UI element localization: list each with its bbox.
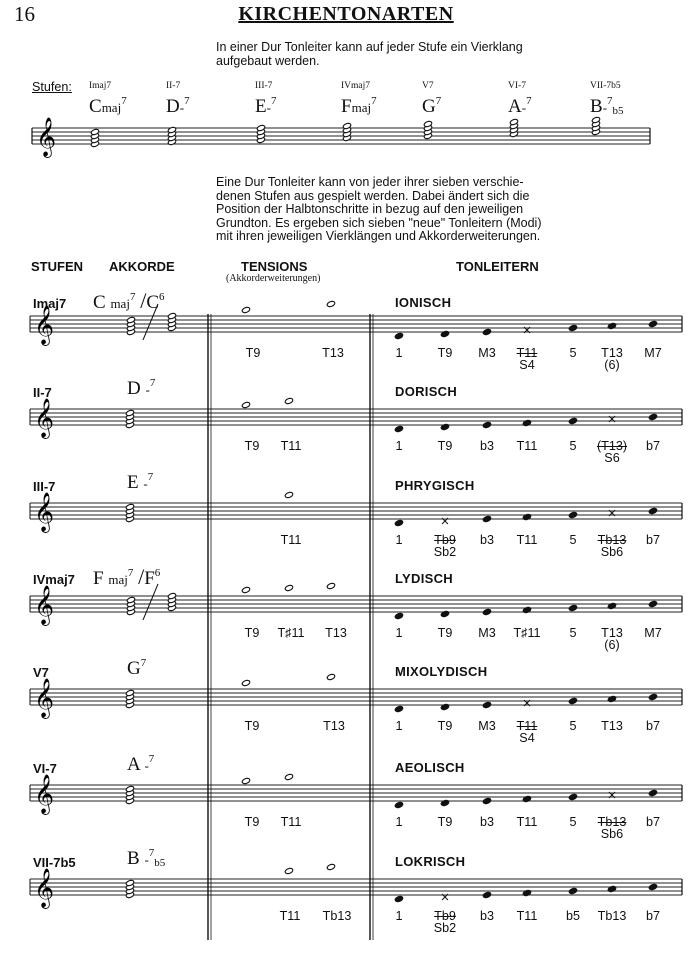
chord-quality: - xyxy=(266,100,271,115)
scale-note xyxy=(568,417,577,424)
interval-label: Tb13 xyxy=(597,909,627,923)
mode-name: MIXOLYDISCH xyxy=(395,664,488,679)
interval-sublabel: Sb2 xyxy=(433,921,457,935)
explanation-line: Eine Dur Tonleiter kann von jeder ihrer sieben verschie- xyxy=(216,175,524,189)
interval-label: M7 xyxy=(644,346,662,360)
interval-label: Tb13 xyxy=(597,815,627,829)
interval-label: b5 xyxy=(565,909,580,923)
interval-label: T11 xyxy=(516,439,538,453)
chord-extension: 7 xyxy=(140,657,147,669)
chord-root: G xyxy=(127,658,141,679)
scale-note xyxy=(394,801,403,808)
explanation-line: Position der Halbtonschritte in bezug auf den jeweiligen xyxy=(216,202,524,216)
chord-root: B xyxy=(590,96,603,117)
chord-root: B xyxy=(127,848,140,869)
interval-sublabel: (6) xyxy=(604,638,620,652)
interval-label: 1 xyxy=(395,439,403,453)
row-chord-symbol: C maj$^7$ $/C^6$ xyxy=(93,288,165,313)
interval-label: b7 xyxy=(645,533,660,547)
row-degree: III-7 xyxy=(33,479,56,494)
tension-note xyxy=(241,777,250,784)
tension-label: T13 xyxy=(325,626,347,640)
interval-label: 5 xyxy=(569,626,577,640)
row-degree: II-7 xyxy=(33,385,52,400)
interval-label: 1 xyxy=(395,626,403,640)
slash-line xyxy=(143,584,158,620)
chord-extension: 7 xyxy=(184,95,190,107)
interval-label: 5 xyxy=(569,346,577,360)
scale-note xyxy=(482,421,491,428)
tension-note xyxy=(284,397,293,404)
tension-note xyxy=(241,679,250,686)
interval-label: 1 xyxy=(395,533,403,547)
slash-line xyxy=(143,304,158,340)
scale-note xyxy=(440,703,449,710)
tension-note xyxy=(284,584,293,591)
chord-root: A xyxy=(508,96,522,117)
interval-label: Tb9 xyxy=(434,909,456,923)
top-degree-label: VI-7 xyxy=(508,81,526,91)
chord-extension: 7 xyxy=(607,95,613,107)
scale-note xyxy=(607,695,616,702)
chord-extension: 7 xyxy=(371,95,377,107)
scale-note xyxy=(394,332,403,339)
interval-label: 1 xyxy=(395,815,403,829)
interval-label: M7 xyxy=(644,626,662,640)
tension-note xyxy=(284,773,293,780)
scale-note xyxy=(648,507,657,514)
interval-sublabel: S4 xyxy=(519,358,535,372)
chord-quality: - xyxy=(143,476,148,491)
interval-label: b3 xyxy=(479,815,494,829)
chord-alt-root: C xyxy=(146,292,159,313)
interval-label: T13 xyxy=(601,346,623,360)
interval-label: b7 xyxy=(645,815,660,829)
chord-alt-extension: 6 xyxy=(159,291,165,303)
tension-label: T9 xyxy=(244,815,260,829)
interval-label: T13 xyxy=(601,626,623,640)
interval-label: b7 xyxy=(645,719,660,733)
scale-note xyxy=(607,885,616,892)
interval-sublabel: Sb6 xyxy=(600,545,624,559)
row-degree: V7 xyxy=(33,665,49,680)
top-degree-label: VII-7b5 xyxy=(590,81,621,91)
interval-label: T11 xyxy=(516,909,538,923)
chord-root: A xyxy=(127,754,140,775)
scale-note xyxy=(648,320,657,327)
tension-label: T11 xyxy=(280,815,302,829)
interval-label: 5 xyxy=(569,815,577,829)
scale-note xyxy=(568,324,577,331)
scale-note xyxy=(394,705,403,712)
tension-label: T11 xyxy=(280,533,302,547)
header-akkorde: AKKORDE xyxy=(109,259,175,274)
scale-note xyxy=(440,330,449,337)
intro-line: In einer Dur Tonleiter kann auf jeder Stufe ein Vierklang xyxy=(216,40,523,54)
treble-clef-icon: 𝄞 xyxy=(34,492,55,532)
interval-sublabel: (6) xyxy=(604,358,620,372)
chord-alt-extension: 6 xyxy=(154,567,161,579)
scale-note xyxy=(482,891,491,898)
chord-extension: 7 xyxy=(148,753,155,765)
interval-label: T9 xyxy=(437,815,453,829)
interval-label: b7 xyxy=(645,909,660,923)
scale-note xyxy=(522,606,531,613)
chord-quality: - xyxy=(144,852,149,867)
chord-quality: - xyxy=(521,100,527,115)
scale-note xyxy=(394,895,403,902)
scale-note xyxy=(568,604,577,611)
header-stufen: STUFEN xyxy=(31,259,83,274)
interval-label: T13 xyxy=(601,719,623,733)
interval-label: 5 xyxy=(569,719,577,733)
chord-root: C xyxy=(89,96,102,117)
interval-sublabel: S4 xyxy=(519,731,535,745)
scale-note xyxy=(648,600,657,607)
treble-clef-icon: 𝄞 xyxy=(34,305,55,345)
tension-label: T9 xyxy=(244,439,260,453)
chord-quality: - xyxy=(179,100,185,115)
top-degree-label: II-7 xyxy=(166,81,181,91)
scale-note xyxy=(482,701,491,708)
mode-name: PHRYGISCH xyxy=(395,478,475,493)
scale-note xyxy=(607,602,616,609)
treble-clef-icon: 𝄞 xyxy=(34,398,55,438)
interval-label: M3 xyxy=(478,346,496,360)
scale-note xyxy=(607,322,616,329)
mode-name: IONISCH xyxy=(395,295,452,310)
row-degree: VII-7b5 xyxy=(33,855,76,870)
explanation-line: mit ihren jeweiligen Vierklängen und Akkorderweiterungen. xyxy=(216,229,541,243)
treble-clef-icon: 𝄞 xyxy=(34,774,55,814)
chord-quality: maj xyxy=(108,572,128,587)
mode-name: LYDISCH xyxy=(395,571,453,586)
tension-label: T9 xyxy=(245,346,261,360)
chord-alt-root: F xyxy=(144,568,155,589)
stufen-label: Stufen: xyxy=(32,80,72,94)
scale-note xyxy=(482,797,491,804)
interval-label: 1 xyxy=(395,346,403,360)
chord-root: E xyxy=(255,96,267,117)
interval-label: 1 xyxy=(395,719,403,733)
page-number: 16 xyxy=(14,2,35,26)
interval-label: 5 xyxy=(569,439,577,453)
explanation-line: denen Stufen aus gespielt werden. Dabei ändert sich die xyxy=(216,188,530,203)
interval-label: 1 xyxy=(395,909,403,923)
interval-label: M3 xyxy=(478,719,496,733)
tension-note xyxy=(241,306,250,313)
treble-clef-icon: 𝄞 xyxy=(34,678,55,718)
mode-name: DORISCH xyxy=(395,384,458,399)
interval-label: b3 xyxy=(479,533,494,547)
scale-note xyxy=(482,328,491,335)
scale-note xyxy=(648,413,657,420)
interval-label: (T13) xyxy=(596,439,628,453)
chord-root: D xyxy=(127,378,141,399)
scale-note xyxy=(440,423,449,430)
chord-quality: - xyxy=(602,100,608,115)
row-degree: Imaj7 xyxy=(33,296,67,311)
interval-label: M3 xyxy=(478,626,496,640)
interval-label: T♯11 xyxy=(513,626,541,640)
tension-note xyxy=(284,867,293,874)
treble-clef-icon: 𝄞 xyxy=(34,868,55,908)
scale-note xyxy=(482,515,491,522)
scale-note xyxy=(394,519,403,526)
interval-label: T11 xyxy=(516,533,538,547)
interval-label: b3 xyxy=(479,909,494,923)
scale-note xyxy=(522,419,531,426)
scale-note xyxy=(482,608,491,615)
interval-sublabel: Sb6 xyxy=(600,827,624,841)
chord-alteration: b5 xyxy=(154,857,166,869)
chord-quality: - xyxy=(144,758,149,773)
chord-extension: 7 xyxy=(147,471,154,483)
scale-note xyxy=(440,799,449,806)
scale-note xyxy=(568,511,577,518)
tension-note xyxy=(326,863,335,870)
explanation-line: Grundton. Es ergeben sich sieben "neue" Tonleitern (Modi) xyxy=(216,215,542,230)
chord-quality: - xyxy=(145,382,150,397)
header-tensions: TENSIONS xyxy=(241,259,308,274)
chord-root: G xyxy=(422,96,436,117)
tension-note xyxy=(326,300,335,307)
tension-label: T9 xyxy=(244,719,260,733)
interval-label: T11 xyxy=(516,815,538,829)
header-tensions-subtitle: (Akkorderweiterungen) xyxy=(226,273,321,284)
chord-root: E xyxy=(127,472,139,493)
interval-label: Tb9 xyxy=(434,533,456,547)
top-degree-label: V7 xyxy=(422,81,434,91)
tension-label: T9 xyxy=(244,626,260,640)
chord-root: C xyxy=(93,292,106,313)
scale-note xyxy=(648,883,657,890)
tension-label: T13 xyxy=(323,719,345,733)
interval-label: 5 xyxy=(569,533,577,547)
treble-clef-icon: 𝄞 xyxy=(36,117,57,157)
chord-quality: maj xyxy=(101,100,122,115)
mode-name: AEOLISCH xyxy=(395,760,465,775)
scale-note xyxy=(522,889,531,896)
row-degree: VI-7 xyxy=(33,761,57,776)
chord-extension: 7 xyxy=(121,95,127,107)
intro-line: aufgebaut werden. xyxy=(216,53,320,68)
chord-extension: 7 xyxy=(270,95,277,107)
top-degree-label: Imaj7 xyxy=(89,81,112,91)
interval-label: T9 xyxy=(437,346,453,360)
tension-note xyxy=(284,491,293,498)
tension-note xyxy=(241,586,250,593)
interval-label: b3 xyxy=(479,439,494,453)
tension-label: T11 xyxy=(280,439,302,453)
interval-sublabel: Sb2 xyxy=(433,545,457,559)
scale-note xyxy=(648,693,657,700)
scale-note xyxy=(568,697,577,704)
scale-note xyxy=(394,425,403,432)
scale-note xyxy=(394,612,403,619)
chord-root: D xyxy=(166,96,180,117)
chord-quality: maj xyxy=(351,100,372,115)
chord-extension: 7 xyxy=(127,567,134,579)
interval-label: T9 xyxy=(437,439,453,453)
chord-quality: maj xyxy=(110,296,130,311)
interval-label: b7 xyxy=(645,439,660,453)
scale-note xyxy=(568,793,577,800)
interval-label: Tb13 xyxy=(597,533,627,547)
header-tonleitern: TONLEITERN xyxy=(456,259,539,274)
tension-label: Tb13 xyxy=(322,909,352,923)
tension-note xyxy=(241,401,250,408)
interval-label: T11 xyxy=(516,719,538,733)
tension-label: T13 xyxy=(322,346,344,360)
chord-extension: 7 xyxy=(526,95,532,107)
scale-note xyxy=(648,789,657,796)
tension-label: T11 xyxy=(279,909,301,923)
page-title: KIRCHENTONARTEN xyxy=(238,3,454,25)
chord-extension: 7 xyxy=(148,847,155,859)
chord-root: F xyxy=(93,568,104,589)
scale-note xyxy=(440,610,449,617)
row-degree: IVmaj7 xyxy=(33,572,75,587)
scale-note xyxy=(522,513,531,520)
top-degree-label: IVmaj7 xyxy=(341,81,371,91)
interval-sublabel: S6 xyxy=(604,451,620,465)
row-chord-symbol: F maj$^7$ $/F^6$ xyxy=(93,564,161,589)
chord-root: F xyxy=(341,96,352,117)
tension-note xyxy=(326,582,335,589)
interval-label: T9 xyxy=(437,719,453,733)
top-degree-label: III-7 xyxy=(255,81,273,91)
interval-label: T9 xyxy=(437,626,453,640)
chord-alteration: b5 xyxy=(612,105,624,117)
scale-note xyxy=(522,795,531,802)
mode-name: LOKRISCH xyxy=(395,854,466,869)
tension-label: T♯11 xyxy=(277,626,305,640)
tension-note xyxy=(326,673,335,680)
chord-extension: 7 xyxy=(129,291,136,303)
chord-extension: 7 xyxy=(435,95,442,107)
scale-note xyxy=(568,887,577,894)
interval-label: T11 xyxy=(516,346,538,360)
chord-extension: 7 xyxy=(149,377,156,389)
treble-clef-icon: 𝄞 xyxy=(34,585,55,625)
